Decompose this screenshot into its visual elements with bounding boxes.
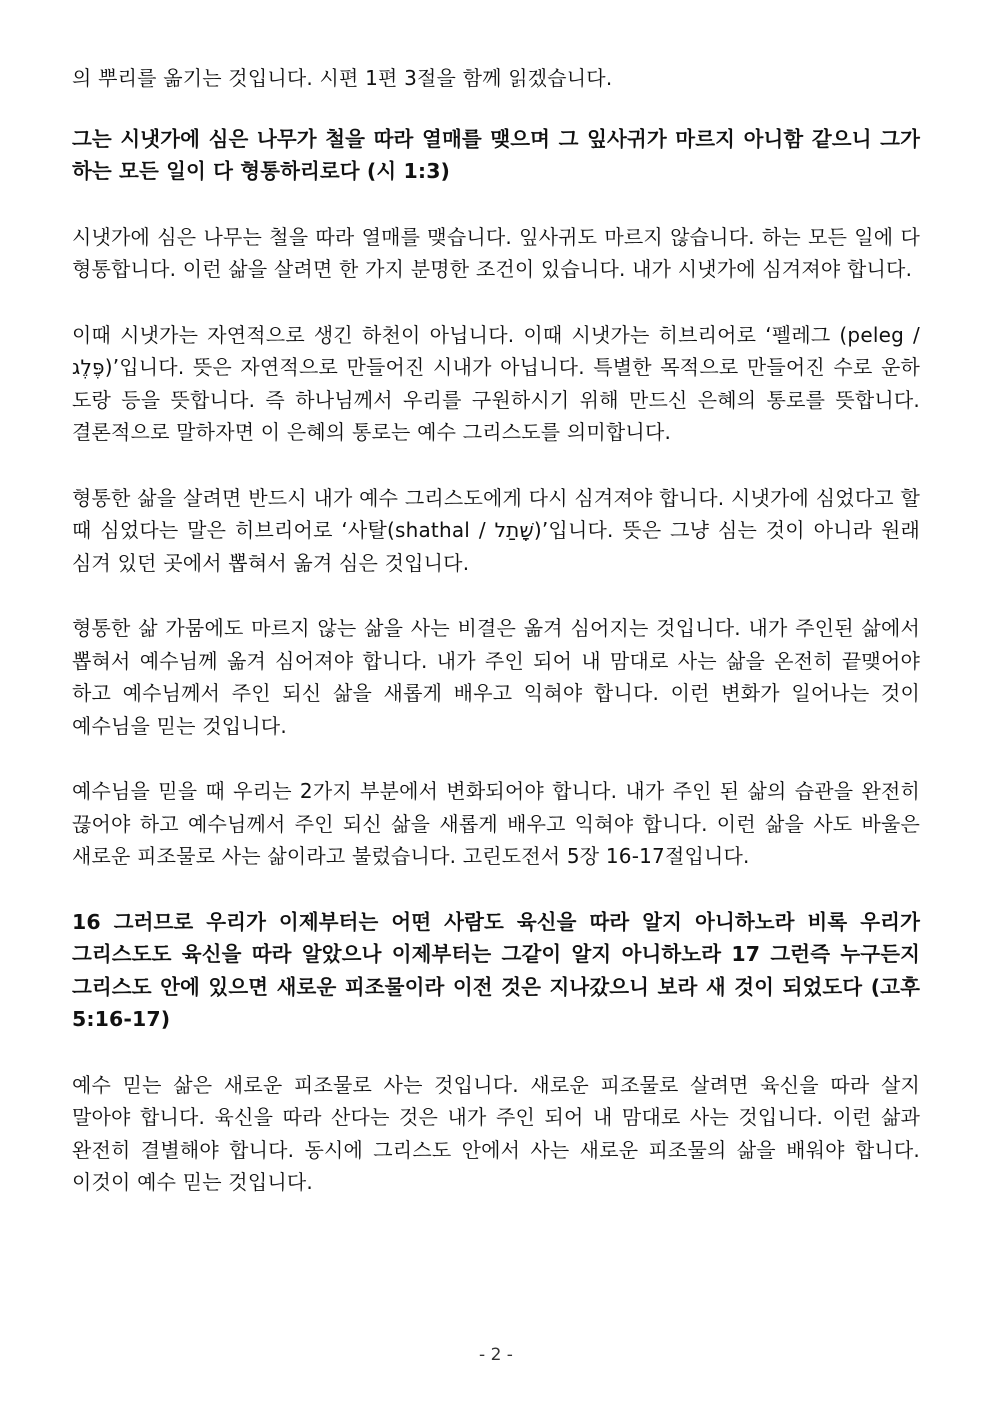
paragraph-continuation: 의 뿌리를 옮기는 것입니다. 시편 1편 3절을 함께 읽겠습니다. [72,66,613,90]
paragraph-peleg: 이때 시냇가는 자연적으로 생긴 하천이 아닙니다. 이때 시냇가는 히브리어로 ‘펠레그 (peleg / פֶּלֶג)’입니다. 뜻은 자연적으로 만들어진 시내가 아닙니다. 특별한 목적으로 만들어진 수로 운하 도랑 등을 뜻합니다. 즉 하나님께서 우리를 구원하시기 위해 만드신 은혜의 통로를 뜻합니다. 결론적으로 말하자면 이 은혜의 통로는 예수 그리스도를 의미합니다. [72,322,920,444]
paragraph-transplanted: 형통한 삶 가뭄에도 마르지 않는 삶을 사는 비결은 옮겨 심어지는 것입니다. 내가 주인된 삶에서 뽑혀서 예수님께 옮겨 심어져야 합니다. 내가 주인 되어 내 맘대로 사는 삶을 온전히 끝맺어야 하고 예수님께서 주인 되신 삶을 새롭게 배우고 익혀야 합니다. 이런 변화가 일어나는 것이 예수님을 믿는 것입니다. [72,616,920,738]
document-body [72,62,920,1199]
paragraph-tree-by-stream: 시냇가에 심은 나무는 철을 따라 열매를 맺습니다. 잎사귀도 마르지 않습니다. 하는 모든 일에 다 형통합니다. 이런 삶을 살려면 한 가지 분명한 조건이 있습니다. 내가 시냇가에 심겨져야 합니다. [72,224,920,281]
scripture-quote-psalm: 그는 시냇가에 심은 나무가 철을 따라 열매를 맺으며 그 잎사귀가 마르지 아니함 같으니 그가 하는 모든 일이 다 형통하리로다 (시 1:3) [72,126,920,183]
paragraph-new-creation: 예수 믿는 삶은 새로운 피조물로 사는 것입니다. 새로운 피조물로 살려면 육신을 따라 살지 말아야 합니다. 육신을 따라 산다는 것은 내가 주인 되어 내 맘대로 사는 것입니다. 이런 삶과 완전히 결별해야 합니다. 동시에 그리스도 안에서 사는 새로운 피조물의 삶을 배워야 합니다. 이것이 예수 믿는 것입니다. [72,1072,920,1194]
paragraph-shathal: 형통한 삶을 살려면 반드시 내가 예수 그리스도에게 다시 심겨져야 합니다. 시냇가에 심었다고 할 때 심었다는 말은 히브리어로 ‘사탈(shathal / שָׁתַל)’입니다. 뜻은 그냥 심는 것이 아니라 원래 심겨 있던 곳에서 뽑혀서 옮겨 심은 것입니다. [72,485,920,575]
page-number: - 2 - [479,1345,513,1365]
scripture-quote-corinthians: 16 그러므로 우리가 이제부터는 어떤 사람도 육신을 따라 알지 아니하노라 비록 우리가 그리스도도 육신을 따라 알았으나 이제부터는 그같이 알지 아니하노라 17 그런즉 누구든지 그리스도 안에 있으면 새로운 피조물이라 이전 것은 지나갔으니 보라 새 것이 되었도다 (고후 5:16-17) [72,909,920,1031]
paragraph-two-changes: 예수님을 믿을 때 우리는 2가지 부분에서 변화되어야 합니다. 내가 주인 된 삶의 습관을 완전히 끊어야 하고 예수님께서 주인 되신 삶을 새롭게 배우고 익혀야 합니다. 이런 삶을 사도 바울은 새로운 피조물로 사는 삶이라고 불렀습니다. 고린도전서 5장 16-17절입니다. [72,779,920,868]
